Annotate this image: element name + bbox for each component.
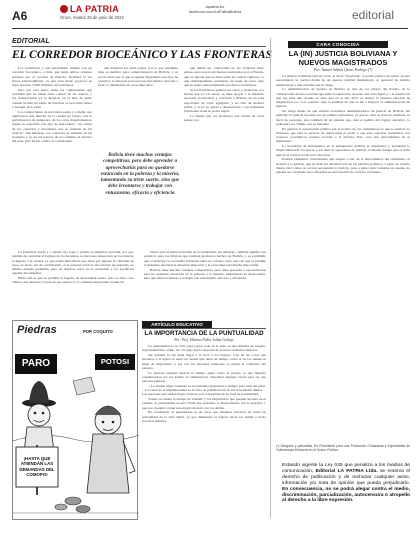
- paragraph: La persona puntual aprecia el tiempo ajeno como el propio, lo que muestra consideración por los demás. A continuación, ofrecemos algunas claves para ser una persona puntual:: [142, 370, 266, 383]
- educativo-divider: [142, 328, 266, 329]
- paragraph: La fuente que los productos que entran de otros países son: [184, 113, 264, 122]
- paragraph: La puntualidad es la clave para lograr todo en la vida, es una muestra de respeto, responsabilidad, orden, etc. Ya algo que la mayoría de nosotros debemos mejorar.: [142, 344, 266, 353]
- paragraph: Si los bolivianos quieren ser cerca y promover a la fuerza que los vio nacer, se debe apoyar a la industria nacional, potenciarla y convertir a Bolivia en un país exportador de valor agregado, y no sólo de materia prima, y si no se ayuda a desarrollarse a las industrias bolivianas, nada se podrá lograr.: [184, 87, 264, 113]
- paragraph: – La alarma sigue sonando, se recomienda prepararse a tiempo para salir sin prisa. – La causa de la impuntualidad es la falta de planificación de las actividades diarias. – Las personas que suelen llegar tarde no son conscientes de su falta de puntualidad.: [142, 383, 266, 397]
- paragraph: Ser puntual es sin duda llegar a la hora a los lugares. Una de las cosas que hacemos a la ligera es tener en cuenta que tanto su tiempo como el de los demás es igual de importante, y por eso las personas puntuales se ganan la confianza del entorno.: [142, 353, 266, 370]
- paragraph: Bolivia tiene muchas ventajas competitivas, pero debe aprender a aprovecharlas para no quedarse estancada en la pobreza y la miseria, lamentando su triste suerte, sino que debe levantarse y trabajar con entusiasmo, eficacia y eficiencia.: [144, 267, 266, 280]
- paragraph: La justicia boliviana está en crisis, el nivel "funcional" al poder político de turno; se está escondiendo la verdad detrás de un aparato judicial manipulado, el personal de justicia institucional y una reforma que no llega.: [276, 74, 410, 87]
- cartoon: [12, 320, 138, 520]
- paragraph: La administración de justicia en Bolivia es uno de los pilares del Estado, en la construcción de una sociedad que tiene la aspiración de tener una vida digna y a la sombra de una ley, más aún cuando se sabe que en el año 2011 se realizó la primera elección de magistrados por voto popular, bajo la premisa de que se iba a mejorar la administración de justicia.: [276, 87, 410, 109]
- facebook-link[interactable]: facebook.com/LaPatriaBolivia: [188, 9, 242, 14]
- paragraph: Hasta allí es que se prohíbe el ingreso de mercadería usada, pero no hizo caso omiso a los decretos y leyes en ese aspecto y se continuó ingresando productos: [12, 276, 134, 285]
- cara-conocida-tag: CARA CONOCIDA: [288, 41, 388, 48]
- editorial-tag: EDITORIAL: [12, 38, 50, 45]
- paragraph: La necesidad de incrementar en el presupuesto judicial es imperativa y garantizar la imparcialidad de los jueces y los nuevos operadores de justicia, al mismo tiempo que se debe ejercer el control social en la elección.: [276, 144, 410, 157]
- cartoon-author: POR COQUITO: [83, 329, 113, 334]
- legal-notice: Estando vigente la Ley 045 que penaliza a los medios de comunicación, Editorial LA PATRIA Ltda. se reserva el derecho de publicación y de rechazar cualquier aviso, información y/o nota de opinión que pueda perjudicarlo. En consecuencia, no se podrá alegar contra el medio, discriminación, parcialización, autocensura o atropello al derecho a la libre expresión.: [282, 463, 411, 504]
- paragraph: bueno para la masa economía de la ciudadanía, sin embargo, también significa un perjuicio para las fábricas que realizan productos hechos en Bolivia, y es prohibido que al principio la economía boliviana sufra un colapso, pero una vez que se permite la industria nacional la situación mejorará, y la economía será mucho más sólida.: [144, 250, 266, 267]
- page-number: A6: [12, 9, 28, 23]
- author-note: (*) Abogado y periodista. Es Presidente para una Protección Ciudadana y Especialista de Gobernanza Electoral en el Sector Público.: [276, 444, 410, 452]
- sign-potosi: POTOSI: [95, 354, 135, 370]
- paragraph: Los bolivianos y sus autoridades sueñan con un corredor bioceánico, o más, que unirá ambos océanos pasando por el corazón de Bolivia, facilitará la vía férrea principalmente, ya que para dicho proyecto se tiene previsto 3.200 millones de bolivianos.: [12, 66, 92, 87]
- editorial-column-1: [12, 66, 92, 144]
- pull-quote: Bolivia tiene muchas ventajas competitivas, pero debe aprender a aprovecharlas para no quedarse estancada en la pobreza y la miseria, lamentando su triste suerte, sino que debe levantarse y trabajar con entusiasmo, eficacia y eficiencia: [100, 152, 180, 196]
- paragraph: que deberían ser entre países, por lo que resultaría muy económico para comercializarlo en Bolivia, y es esa la razón por la que se siguen ingresando este tipo de artículos, la mayoría para proveer del interior del país a Oruro y distribuirlo en otros mercados.: [98, 66, 178, 87]
- opinion-body: [276, 74, 410, 175]
- column-divider: [270, 38, 271, 518]
- editorial-bottom: [12, 250, 266, 314]
- opinion-author: Por: Ismael Adrián Quino Rodrigo (*): [313, 68, 373, 72]
- editorial-column-3: [184, 66, 264, 123]
- opinion-title: LA (IN) JUSTICIA BOLIVIANA Y NUEVOS MAGISTRADOS: [288, 49, 398, 67]
- paragraph: La prendería usada y a medio uso pone a prueba la industria nacional, por eso, además de controlar el ingreso en las fronteras, se hace una inspección en las trancas, el ingreso a la ciudad, ya que existe mercadería que entra por lugares no oficiales de paso, es decir, vía de contrabando, si la persona traviera una factura de respaldo, no tendría ningún problema, pero en muchos casos no la presentan y los productos quedan decomisados.: [12, 250, 134, 276]
- paragraph: No tenga dudas de que existen excelentes administradores de justicia en Bolivia, sin embargo la justicia necesita ser un cambio estructural, ya que no sólo se trata de nombres, es decir de personas, sino también de un sistema que, ante el pedido del órgano ejecutivo, la judicatura no cumple con su mandato.: [276, 109, 410, 126]
- paragraph: En conclusión, la puntualidad es un valor que debemos practicar en todas las actividades de la vida diaria, ya que demuestra el respeto hacia los demás y hacia nosotros mismos.: [142, 410, 266, 423]
- educativo-author: Por: Prof. Máximo Núñez Julián Gallego: [174, 338, 234, 342]
- educativo-body: [142, 344, 266, 424]
- editorial-column-2: [98, 66, 178, 88]
- editorial-divider: [12, 46, 266, 47]
- paragraph: Pero por otra parte, están los comerciantes que reclaman que no existe tanto control en las trancas, y los transportistas ya lo hicieron en el mes de abril, cuando se hizo un tramo de reactivar el tren entre Oruro y Guaqui, en La Paz.: [12, 87, 92, 109]
- protest-placard: ¡HASTA QUE ATIENDAN LAS DEMANDAS DEL COMOPO!: [19, 456, 55, 478]
- section-name: editorial: [352, 8, 395, 22]
- paragraph: Tomar en cuenta el tiempo de traslado y los imprevistos que pueden suceder en el camino, la puntualidad es una virtud que podemos ir desarrollando con la práctica, y que nos ayudará a tener una mejor relación con los demás.: [142, 397, 266, 410]
- crest-icon: [60, 5, 68, 13]
- paragraph: que deben ser controladas en las fronteras entre países, pero son los de menos controlados por el Estado, que se supone que se debe tener un control riguroso, lo que tempranamente solamente un lugar de paso, sino que se están comercializando productos bolivianos.: [184, 66, 264, 87]
- cartoon-drawing: [13, 321, 139, 521]
- editorial-column-4: [12, 250, 134, 285]
- header-divider: [12, 28, 408, 29]
- educativo-title: LA IMPORTANCIA DE LA PUNTUALIDAD: [144, 330, 264, 337]
- paragraph: Existen elementos coincidentes que surgen a raíz de la desconfianza del ciudadano: el sistema y la justicia, que no debe ser decisión sólo de los partidos políticos, a partir de cuando tienen cinco años de acción reconstruir la justicia, pese a haber sido tomadas en cuenta, no pueden ser olvidadas sino reflejadas en una reforma de carácter verdadero.: [276, 157, 410, 174]
- editorial-title: EL CORREDOR BIOCEÁNICO Y LAS FRONTERAS: [12, 49, 272, 61]
- newspaper-logo: LA PATRIA: [60, 4, 119, 14]
- sign-paro: PARO: [15, 354, 57, 374]
- cartoon-brand: Piedras: [17, 324, 57, 336]
- issue-date: Oruro, martes 28 de junio de 2022: [60, 15, 124, 20]
- page-header: [0, 0, 420, 36]
- paragraph: Los comerciantes de provincia usado y a medio uso anunciaron una marcha en la ciudad de Oruro, con la participación de delegados de los otros departamentos, donde se expondrá este tipo de mercadería, "en contra de los controles y decomisos que se realizan en las trancas". Sin embargo, los controles se realizan en las fronteras y no en las trancas de los caminos al interior del país, para luchar contra el contrabando.: [12, 109, 92, 144]
- editorial-column-5: [144, 250, 266, 281]
- educativo-tag: ARTÍCULO EDUCATIVO: [142, 321, 212, 328]
- paragraph: En general la apreciación pública (en la lectura de los ciudadanos) es que la justicia no funciona, que está al servicio de quien tiene el poder y que sólo aquellos ciudadanos con recursos económicos pueden acceder a la justicia. Esto crea una desconfianza en la institución.: [276, 126, 410, 144]
- header-links: [180, 4, 250, 14]
- website-link[interactable]: lapatria.bo: [205, 4, 225, 9]
